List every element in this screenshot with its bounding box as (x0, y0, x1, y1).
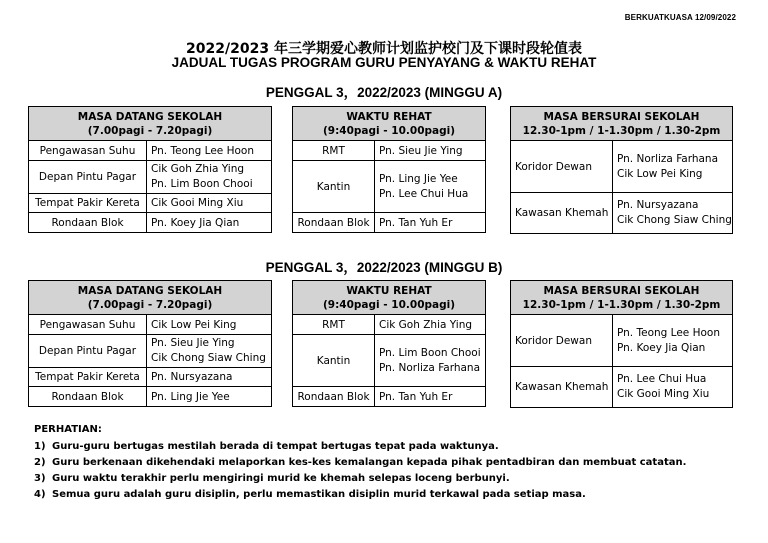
duty-cell: RMT (293, 141, 375, 161)
teacher-name: Pn. Ling Jie Yee (379, 172, 458, 185)
note-text: Guru-guru bertugas mestilah berada di tempat bertugas tepat pada waktunya. (52, 441, 499, 452)
dismissal-header-time: 12.30-1pm / 1-1.30pm / 1.30-2pm (522, 124, 721, 137)
dismissal-header-time: 12.30-1pm / 1-1.30pm / 1.30-2pm (522, 298, 721, 311)
teacher-name: Cik Gooi Ming Xiu (617, 388, 710, 400)
recess-header-time: (9:40pagi - 10.00pagi) (322, 124, 456, 137)
teacher-cell (147, 335, 272, 368)
teacher-name: Pn. Nursyazana (617, 199, 699, 211)
duty-cell: Rondaan Blok (29, 387, 147, 407)
teacher-name: Cik Goh Zhia Ying (151, 163, 245, 175)
arrival-header (29, 281, 272, 315)
note-text: Semua guru adalah guru disiplin, perlu memastikan disiplin murid terkawal pada setiap masa. (52, 489, 586, 500)
duty-cell: Rondaan Blok (293, 213, 375, 233)
recess-header-title: WAKTU REHAT (346, 284, 432, 297)
table-row (29, 161, 272, 194)
duty-cell: Pengawasan Suhu (29, 141, 147, 161)
teacher-name: Pn. Norliza Farhana (617, 152, 719, 165)
teacher-cell: Pn. Tan Yuh Er (375, 387, 486, 407)
week-b-title: PENGGAL 3，2022/2023 (MINGGU B) (265, 260, 503, 275)
table-row (293, 335, 486, 387)
teacher-cell (613, 141, 733, 193)
dismissal-header-title: MASA BERSURAI SEKOLAH (543, 284, 700, 297)
effective-date: BERKUATKUASA 12/09/2022 (624, 13, 736, 22)
duty-cell: Rondaan Blok (293, 387, 375, 407)
duty-cell: Kawasan Khemah (511, 193, 613, 234)
teacher-cell (375, 335, 486, 387)
list-item (34, 471, 686, 487)
duty-cell: Kawasan Khemah (511, 367, 613, 408)
note-number: 3) (34, 473, 46, 484)
arrival-header-time: (7.00pagi - 7.20pagi) (87, 124, 213, 137)
list-item (34, 439, 686, 455)
recess-header-title: WAKTU REHAT (346, 110, 432, 123)
teacher-cell: Pn. Tan Yuh Er (375, 213, 486, 233)
teacher-name: Cik Chong Siaw Ching (151, 352, 266, 364)
table-row (29, 335, 272, 368)
dismissal-header (511, 107, 733, 141)
recess-header (293, 107, 486, 141)
recess-header (293, 281, 486, 315)
week-b-recess-table (292, 280, 486, 407)
teacher-name: Pn. Lee Chui Hua (379, 187, 469, 200)
duty-cell: Koridor Dewan (511, 315, 613, 367)
duty-cell: Kantin (293, 335, 375, 387)
teacher-name: Pn. Lim Boon Chooi (379, 346, 481, 359)
teacher-name: Pn. Teong Lee Hoon (617, 326, 720, 339)
note-text: Guru berkenaan dikehendaki melaporkan kes-kes kemalangan kepada pihak pentadbiran dan membuat catatan. (52, 457, 687, 468)
table-row (29, 141, 272, 161)
teacher-name: Pn. Koey Jia Qian (617, 341, 706, 354)
teacher-cell: Cik Gooi Ming Xiu (147, 194, 272, 213)
list-item (34, 487, 686, 503)
duty-cell: Koridor Dewan (511, 141, 613, 193)
duty-cell: Pengawasan Suhu (29, 315, 147, 335)
teacher-cell: Pn. Ling Jie Yee (147, 387, 272, 407)
recess-header-time: (9:40pagi - 10.00pagi) (322, 298, 456, 311)
week-a-dismissal-table (510, 106, 733, 234)
duty-cell: RMT (293, 315, 375, 335)
table-row (293, 315, 486, 335)
teacher-cell: Pn. Sieu Jie Ying (375, 141, 486, 161)
table-row (511, 367, 733, 408)
table-row (293, 141, 486, 161)
note-number: 2) (34, 457, 46, 468)
duty-cell: Depan Pintu Pagar (29, 161, 147, 194)
table-row (29, 368, 272, 387)
table-row (511, 193, 733, 234)
teacher-name: Cik Low Pei King (617, 167, 703, 180)
arrival-header-title: MASA DATANG SEKOLAH (77, 110, 223, 123)
table-row (29, 315, 272, 335)
teacher-cell: Pn. Teong Lee Hoon (147, 141, 272, 161)
duty-cell: Depan Pintu Pagar (29, 335, 147, 368)
note-number: 1) (34, 441, 46, 452)
list-item (34, 455, 686, 471)
table-row (29, 213, 272, 233)
duty-cell: Kantin (293, 161, 375, 213)
arrival-header-time: (7.00pagi - 7.20pagi) (87, 298, 213, 311)
teacher-cell (613, 315, 733, 367)
teacher-cell (613, 367, 733, 408)
duty-cell: Rondaan Blok (29, 213, 147, 233)
teacher-name: Pn. Norliza Farhana (379, 361, 481, 374)
table-row (293, 387, 486, 407)
week-b-arrival-table (28, 280, 272, 407)
dismissal-header (511, 281, 733, 315)
arrival-header (29, 107, 272, 141)
arrival-header-title: MASA DATANG SEKOLAH (77, 284, 223, 297)
teacher-name: Pn. Lee Chui Hua (617, 373, 707, 385)
week-a-title: PENGGAL 3，2022/2023 (MINGGU A) (265, 85, 503, 100)
week-a-arrival-table (28, 106, 272, 233)
title-malay: JADUAL TUGAS PROGRAM GURU PENYAYANG & WAKTU REHAT (171, 55, 597, 70)
table-row (293, 213, 486, 233)
teacher-name: Cik Chong Siaw Ching (617, 214, 732, 226)
notes-heading: PERHATIAN: (34, 424, 102, 435)
teacher-cell (375, 161, 486, 213)
week-a-recess-table (292, 106, 486, 233)
teacher-cell (613, 193, 733, 234)
teacher-cell: Cik Goh Zhia Ying (375, 315, 486, 335)
table-row (29, 387, 272, 407)
teacher-cell (147, 161, 272, 194)
notes-section (34, 424, 686, 503)
title-chinese: 2022/2023 年三学期爱心教师计划监护校门及下课时段轮值表 (186, 41, 582, 57)
duty-cell: Tempat Pakir Kereta (29, 194, 147, 213)
duty-cell: Tempat Pakir Kereta (29, 368, 147, 387)
teacher-name: Pn. Sieu Jie Ying (151, 337, 235, 349)
teacher-cell: Pn. Koey Jia Qian (147, 213, 272, 233)
dismissal-header-title: MASA BERSURAI SEKOLAH (543, 110, 700, 123)
week-b-dismissal-table (510, 280, 733, 408)
table-row (29, 194, 272, 213)
note-text: Guru waktu terakhir perlu mengiringi murid ke khemah selepas loceng berbunyi. (52, 473, 510, 484)
teacher-cell: Cik Low Pei King (147, 315, 272, 335)
note-number: 4) (34, 489, 46, 500)
table-row (511, 141, 733, 193)
teacher-cell: Pn. Nursyazana (147, 368, 272, 387)
table-row (511, 315, 733, 367)
table-row (293, 161, 486, 213)
teacher-name: Pn. Lim Boon Chooi (151, 178, 253, 190)
